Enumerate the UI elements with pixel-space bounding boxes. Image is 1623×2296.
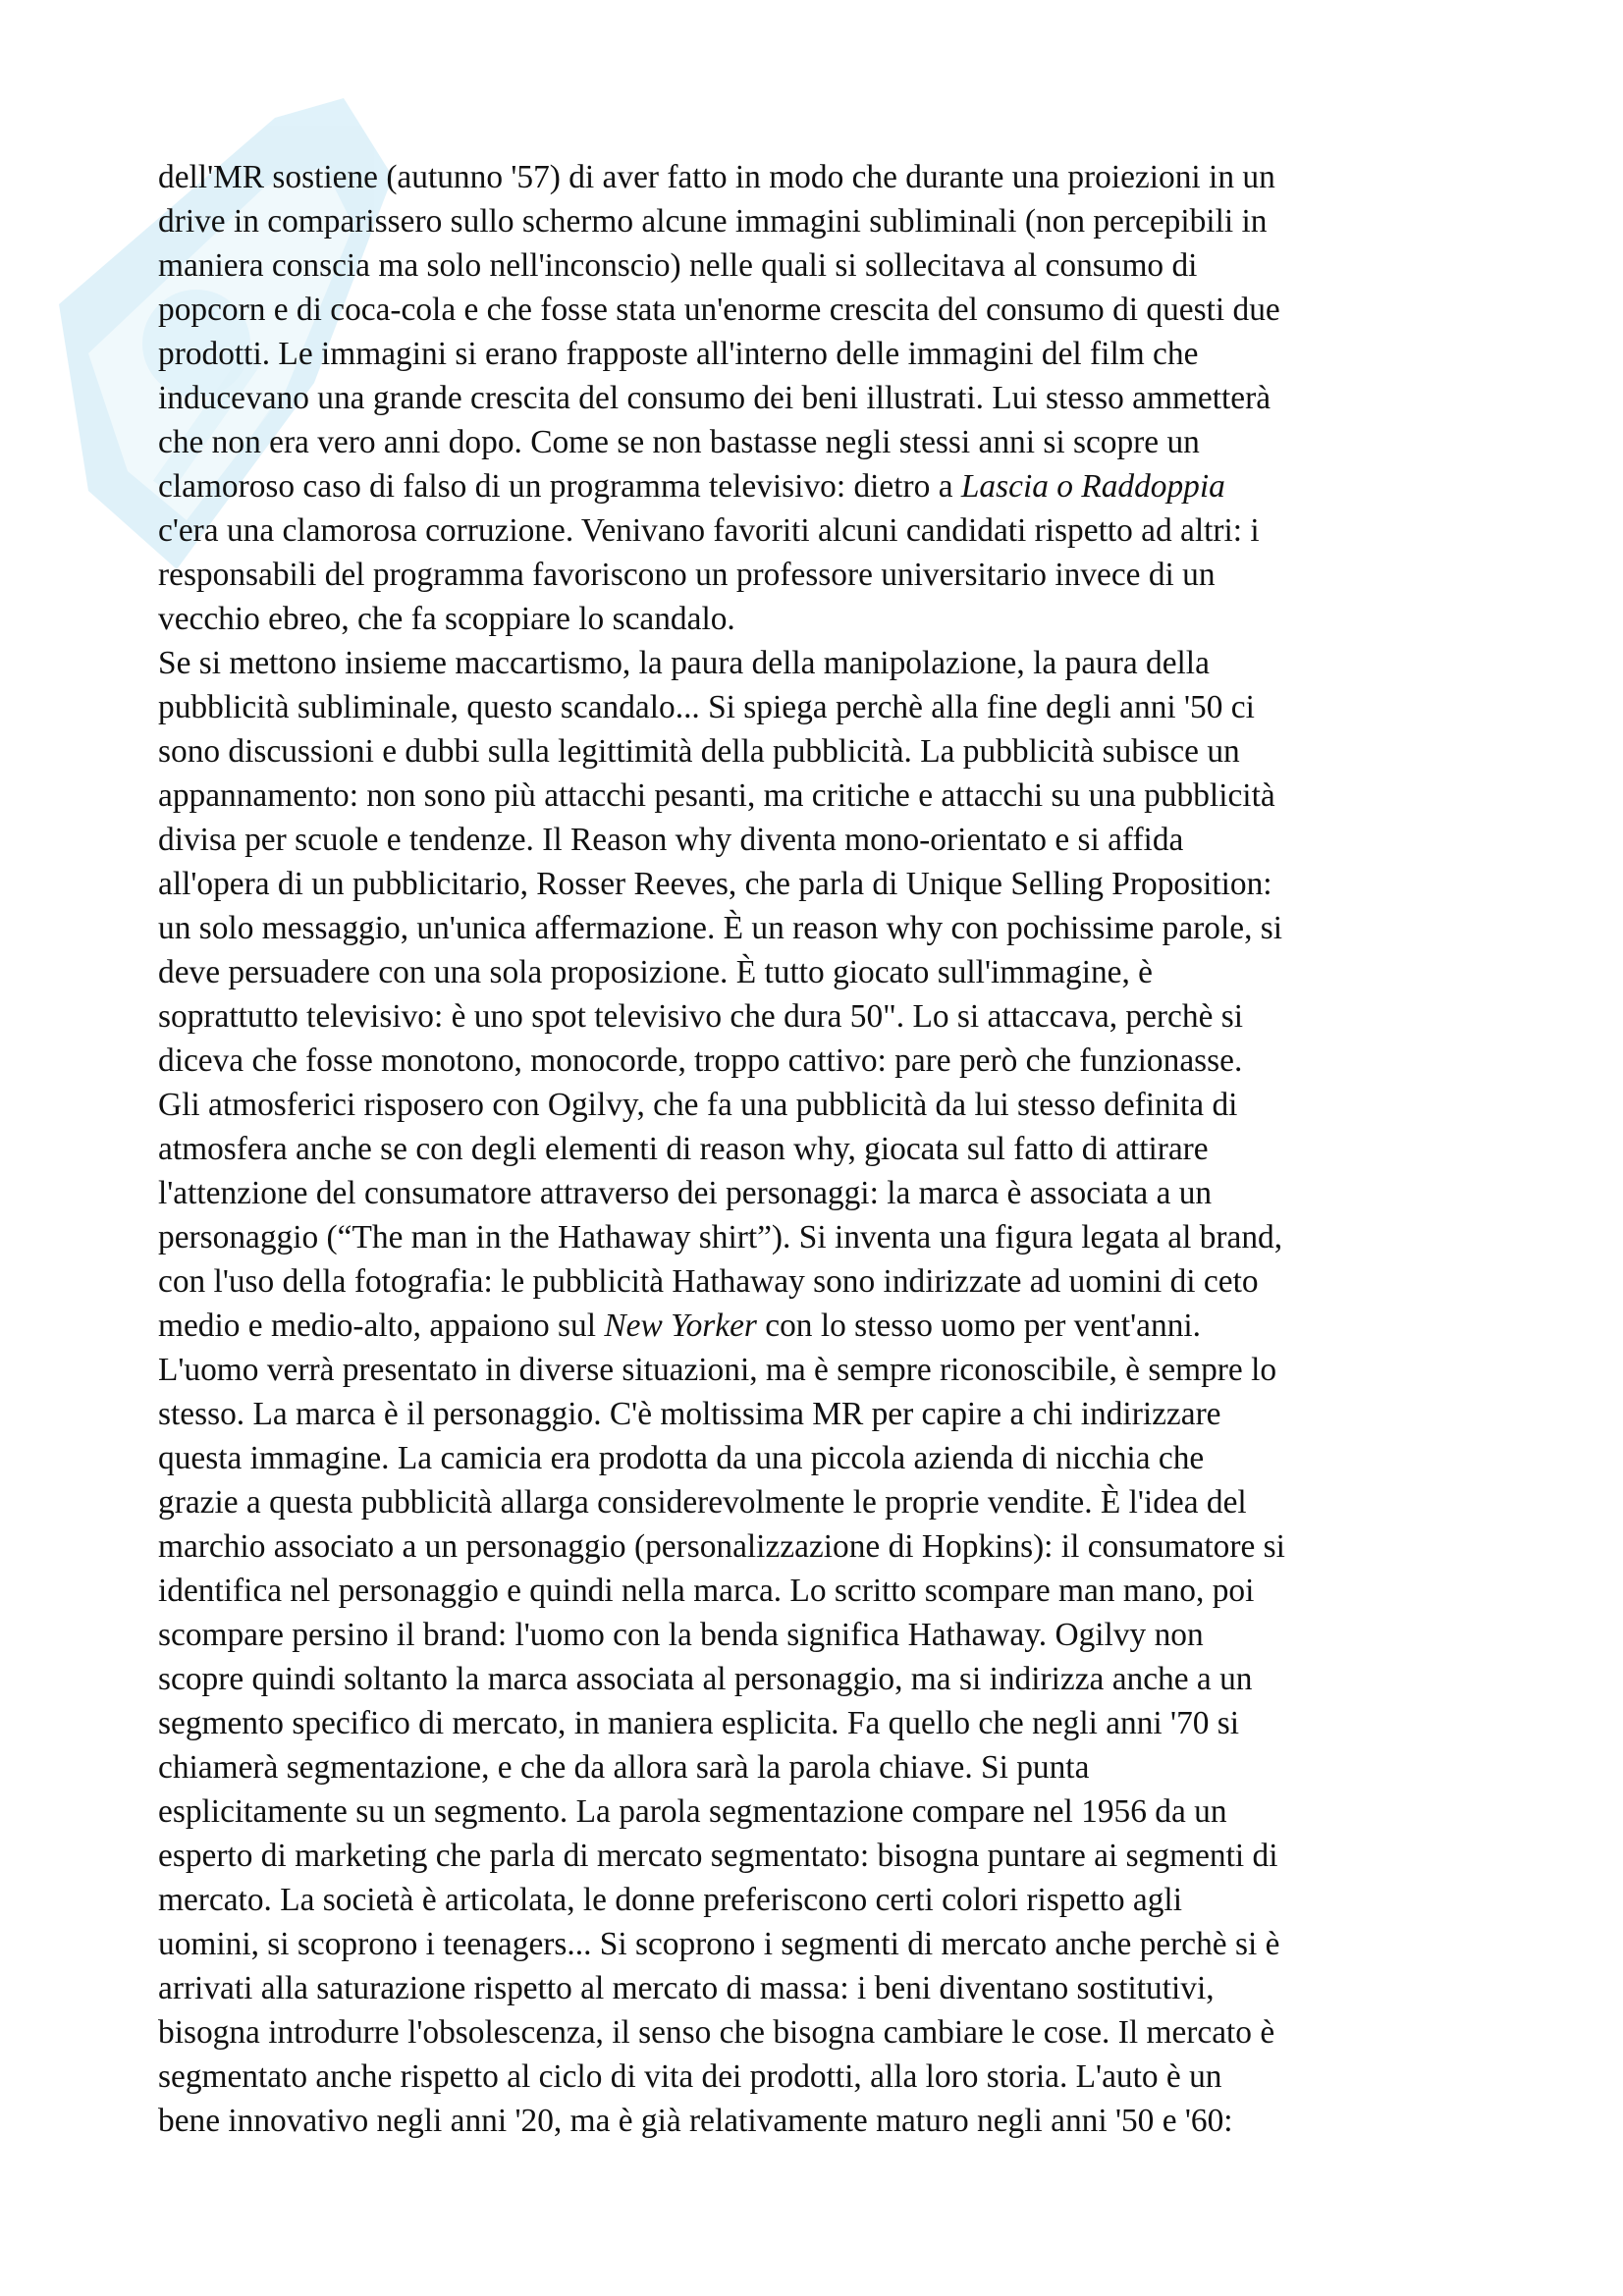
text-segment: divisa per scuole e tendenze. Il Reason why diventa mono-orientato e si affida [158, 822, 1184, 858]
text-line [158, 950, 1493, 994]
text-segment: Gli atmosferici risposero con Ogilvy, che fa una pubblicità da lui stesso definita di [158, 1087, 1238, 1123]
text-segment: bisogna introdurre l'obsolescenza, il senso che bisogna cambiare le cose. Il mercato è [158, 2014, 1275, 2051]
text-segment: c'era una clamorosa corruzione. Venivano favoriti alcuni candidati rispetto ad altri: i [158, 512, 1260, 549]
text-line [158, 2055, 1493, 2099]
text-segment: personaggio (“The man in the Hathaway shirt”). Si inventa una figura legata al brand, [158, 1219, 1283, 1255]
text-line [158, 508, 1493, 553]
text-line [158, 1569, 1493, 1613]
text-line [158, 2099, 1493, 2143]
text-line [158, 1922, 1493, 1966]
text-line [158, 906, 1493, 950]
text-segment: sono discussioni e dubbi sulla legittimità della pubblicità. La pubblicità subisce un [158, 733, 1240, 770]
text-segment: appannamento: non sono più attacchi pesanti, ma critiche e attacchi su una pubblicità [158, 777, 1275, 814]
text-segment: l'attenzione del consumatore attraverso dei personaggi: la marca è associata a un [158, 1175, 1213, 1211]
text-line [158, 2010, 1493, 2055]
text-line [158, 1966, 1493, 2010]
text-segment: esperto di marketing che parla di mercato segmentato: bisogna puntare ai segmenti di [158, 1838, 1278, 1874]
text-segment: con l'uso della fotografia: le pubblicità Hathaway sono indirizzate ad uomini di ceto [158, 1263, 1259, 1300]
text-line [158, 243, 1493, 288]
text-segment: con lo stesso uomo per vent'anni. [756, 1308, 1202, 1344]
text-segment: esplicitamente su un segmento. La parola segmentazione compare nel 1956 da un [158, 1793, 1227, 1830]
text-segment: popcorn e di coca-cola e che fosse stata un'enorme crescita del consumo di questi due [158, 292, 1280, 328]
text-segment: questa immagine. La camicia era prodotta da una piccola azienda di nicchia che [158, 1440, 1205, 1476]
text-segment: soprattutto televisivo: è uno spot televisivo che dura 50". Lo si attaccava, perchè si [158, 998, 1244, 1035]
text-segment: prodotti. Le immagini si erano frapposte all'interno delle immagini del film che [158, 336, 1199, 372]
text-line [158, 994, 1493, 1039]
text-line [158, 1348, 1493, 1392]
text-line [158, 1613, 1493, 1657]
text-segment: L'uomo verrà presentato in diverse situazioni, ma è sempre riconoscibile, è sempre lo [158, 1352, 1277, 1388]
text-line [158, 597, 1493, 641]
text-line [158, 1524, 1493, 1569]
text-line [158, 774, 1493, 818]
text-segment: segmento specifico di mercato, in maniera esplicita. Fa quello che negli anni '70 si [158, 1705, 1240, 1741]
text-line [158, 1083, 1493, 1127]
text-line [158, 332, 1493, 376]
document-body [158, 155, 1493, 2143]
text-line [158, 862, 1493, 906]
text-line [158, 1834, 1493, 1878]
text-segment: drive in comparissero sullo schermo alcune immagini subliminali (non percepibili in [158, 203, 1268, 240]
text-segment: segmentato anche rispetto al ciclo di vita dei prodotti, alla loro storia. L'auto è un [158, 2058, 1222, 2095]
text-segment: vecchio ebreo, che fa scoppiare lo scandalo. [158, 601, 735, 637]
text-line [158, 1259, 1493, 1304]
text-line [158, 1480, 1493, 1524]
text-line [158, 1215, 1493, 1259]
text-line [158, 155, 1493, 199]
text-line [158, 641, 1493, 685]
text-line [158, 1127, 1493, 1171]
text-segment: chiamerà segmentazione, e che da allora sarà la parola chiave. Si punta [158, 1749, 1090, 1786]
text-segment: che non era vero anni dopo. Come se non bastasse negli stessi anni si scopre un [158, 424, 1200, 460]
text-segment: inducevano una grande crescita del consumo dei beni illustrati. Lui stesso ammetterà [158, 380, 1271, 416]
text-line [158, 1745, 1493, 1789]
text-line [158, 199, 1493, 243]
text-segment: mercato. La società è articolata, le donne preferiscono certi colori rispetto agli [158, 1882, 1182, 1918]
italic-text-segment: Lascia o Raddoppia [960, 468, 1225, 505]
text-segment: un solo messaggio, un'unica affermazione. È un reason why con pochissime parole, si [158, 910, 1283, 946]
text-line [158, 1701, 1493, 1745]
text-segment: maniera conscia ma solo nell'inconscio) nelle quali si sollecitava al consumo di [158, 247, 1198, 284]
italic-text-segment: New Yorker [604, 1308, 757, 1344]
text-line [158, 376, 1493, 420]
text-line [158, 818, 1493, 862]
text-segment: uomini, si scoprono i teenagers... Si scoprono i segmenti di mercato anche perchè si è [158, 1926, 1280, 1962]
text-line [158, 685, 1493, 729]
text-segment: bene innovativo negli anni '20, ma è già relativamente maturo negli anni '50 e '60: [158, 2103, 1233, 2139]
text-line [158, 464, 1493, 508]
text-segment: clamoroso caso di falso di un programma televisivo: dietro a [158, 468, 961, 505]
text-line [158, 553, 1493, 597]
text-segment: scopre quindi soltanto la marca associata al personaggio, ma si indirizza anche a un [158, 1661, 1253, 1697]
text-line [158, 1304, 1493, 1348]
text-segment: all'opera di un pubblicitario, Rosser Reeves, che parla di Unique Selling Proposition: [158, 866, 1272, 902]
text-segment: arrivati alla saturazione rispetto al mercato di massa: i beni diventano sostitutivi, [158, 1970, 1215, 2006]
text-segment: pubblicità subliminale, questo scandalo... Si spiega perchè alla fine degli anni '50 ci [158, 689, 1255, 725]
text-segment: identifica nel personaggio e quindi nella marca. Lo scritto scompare man mano, poi [158, 1573, 1255, 1609]
text-line [158, 1436, 1493, 1480]
text-segment: scompare persino il brand: l'uomo con la benda significa Hathaway. Ogilvy non [158, 1617, 1204, 1653]
text-line [158, 420, 1493, 464]
text-line [158, 1171, 1493, 1215]
text-line [158, 1039, 1493, 1083]
text-line [158, 1657, 1493, 1701]
text-line [158, 1392, 1493, 1436]
text-segment: medio e medio-alto, appaiono sul [158, 1308, 605, 1344]
text-segment: marchio associato a un personaggio (personalizzazione di Hopkins): il consumatore si [158, 1528, 1285, 1565]
text-line [158, 1878, 1493, 1922]
text-segment: dell'MR sostiene (autunno '57) di aver fatto in modo che durante una proiezioni in un [158, 159, 1275, 195]
text-segment: Se si mettono insieme maccartismo, la paura della manipolazione, la paura della [158, 645, 1210, 681]
text-line [158, 288, 1493, 332]
text-segment: diceva che fosse monotono, monocorde, troppo cattivo: pare però che funzionasse. [158, 1042, 1243, 1079]
text-line [158, 1789, 1493, 1834]
text-segment: grazie a questa pubblicità allarga considerevolmente le proprie vendite. È l'idea del [158, 1484, 1247, 1521]
text-segment: stesso. La marca è il personaggio. C'è moltissima MR per capire a chi indirizzare [158, 1396, 1221, 1432]
text-segment: deve persuadere con una sola proposizione. È tutto giocato sull'immagine, è [158, 954, 1154, 990]
text-line [158, 729, 1493, 774]
text-segment: atmosfera anche se con degli elementi di reason why, giocata sul fatto di attirare [158, 1131, 1209, 1167]
text-segment: responsabili del programma favoriscono un professore universitario invece di un [158, 557, 1216, 593]
